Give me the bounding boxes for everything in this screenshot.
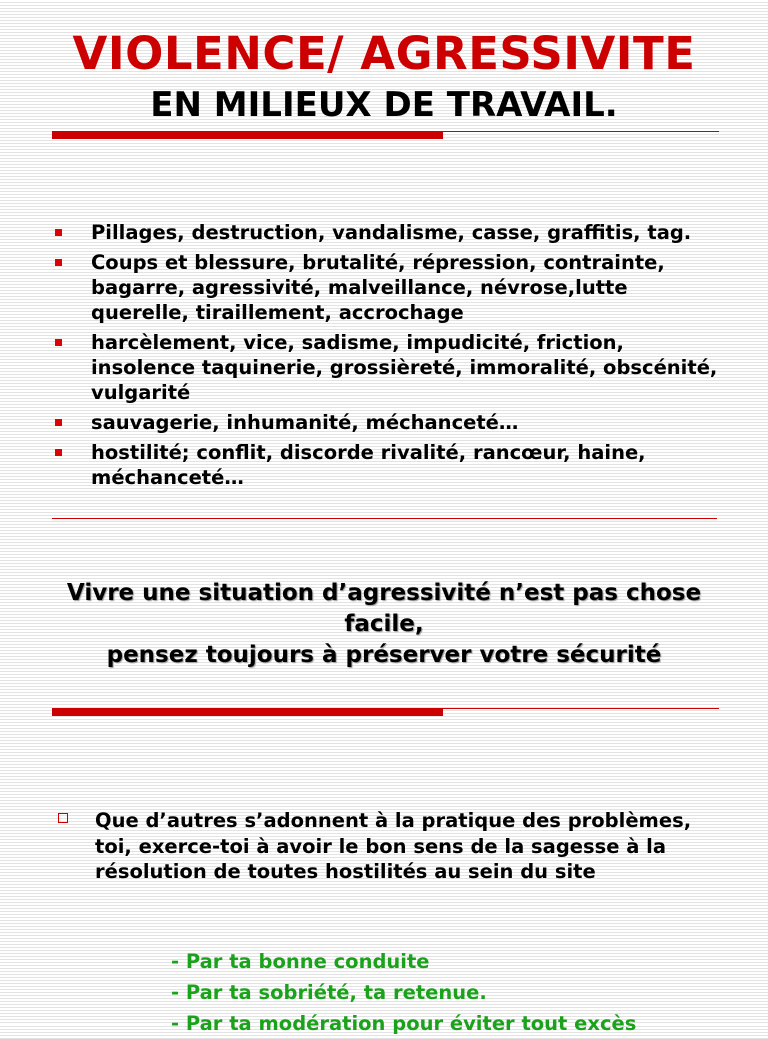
page-title: VIOLENCE/ AGRESSIVITE <box>72 27 696 80</box>
advice-block <box>58 808 718 885</box>
list-item <box>52 250 732 325</box>
list-item-text: Pillages, destruction, vandalisme, casse, graffitis, tag. <box>91 221 692 244</box>
list-item <box>52 410 732 435</box>
square-bullet-icon <box>55 449 62 456</box>
list-item-text: Coups et blessure, brutalité, répression, contrainte, bagarre, agressivité, malveillance, névrose,lutte querelle, tiraillement, accrochage <box>91 251 665 324</box>
list-item <box>52 440 732 490</box>
hollow-square-bullet-icon <box>58 813 68 823</box>
violence-terms-list <box>52 220 732 495</box>
conduct-item: - Par ta bonne conduite <box>171 950 430 973</box>
square-bullet-icon <box>55 339 62 346</box>
header-divider-thin <box>52 131 719 132</box>
square-bullet-icon <box>55 419 62 426</box>
list-item <box>52 330 732 405</box>
square-bullet-icon <box>55 229 62 236</box>
conduct-list <box>171 946 761 1039</box>
advice-text: Que d’autres s’adonnent à la pratique des problèmes, toi, exerce-toi à avoir le bon sens de la sagesse à la résolution de toutes hostilités au sein du site <box>95 809 692 883</box>
square-bullet-icon <box>55 259 62 266</box>
list-item-text: sauvagerie, inhumanité, méchanceté… <box>91 411 519 434</box>
quote-line-3: pensez toujours à préserver votre sécurité <box>106 642 662 668</box>
list-item-text: hostilité; conflit, discorde rivalité, rancœur, haine, méchanceté… <box>91 441 646 489</box>
safety-quote <box>0 578 768 671</box>
list-item-text: harcèlement, vice, sadisme, impudicité, friction, insolence taquinerie, grossièreté, immoralité, obscénité, vulgarité <box>91 331 718 404</box>
conduct-item: - Par ta sobriété, ta retenue. <box>171 981 487 1004</box>
conduct-item: - Par ta modération pour éviter tout excès <box>171 1012 637 1035</box>
quote-line-1: Vivre une situation d’agressivité n’est pas chose <box>66 580 702 606</box>
list-item <box>52 220 732 245</box>
header-divider-thick <box>52 131 443 139</box>
middle-divider-thin <box>52 708 719 709</box>
page-subtitle: EN MILIEUX DE TRAVAIL. <box>150 85 618 125</box>
quote-line-2: facile, <box>344 611 424 637</box>
middle-divider-thick <box>52 708 443 716</box>
list-divider <box>52 518 717 519</box>
